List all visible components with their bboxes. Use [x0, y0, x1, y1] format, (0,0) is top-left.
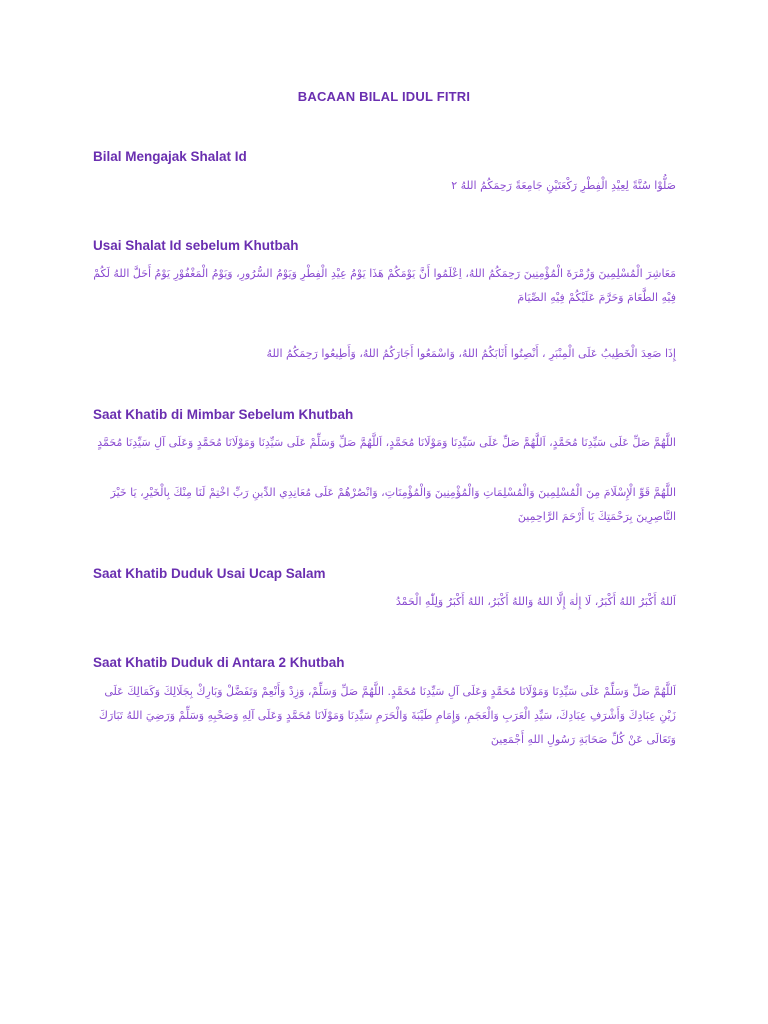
arabic-text-khatib-mimbar-1: اللَّهُمَّ صَلِّ عَلَى سَيِّدِنَا مُحَمَّدٍ، اَللَّهُمَّ صَلِّ عَلَى سَيِّدِنَا وَمَوْلَانَا مُحَمَّدٍ، اَللَّهُمَّ صَلِّ وَسَلِّمْ عَلَى سَيِّدِنَا وَمَوْلَانَا مُحَمَّدٍ وَعَلَى آلِ سَيِّدِنَا مُحَمَّدٍ — [97, 436, 676, 449]
arabic-text-usai-shalat-2: إِذَا صَعِدَ الْخَطِيبُ عَلَى الْمِنْبَرِ ، أَنْصِتُوا أَثَابَكُمُ اللهُ، وَاسْمَعُوا أَجَارَكُمُ اللهُ، وَأَطِيعُوا رَحِمَكُمُ اللهُ — [266, 347, 676, 360]
section-heading-khatib-duduk-salam: Saat Khatib Duduk Usai Ucap Salam — [93, 566, 326, 581]
arabic-text-bilal-mengajak: صَلُّوْا سُنَّةً لِعِيْدِ الْفِطْرِ رَكْعَتَيْنِ جَامِعَةً رَحِمَكُمُ اللهُ ٢ — [451, 179, 676, 192]
arabic-text-usai-shalat-1: مَعَاشِرَ الْمُسْلِمِينَ وَزُمْرَةَ الْمُؤْمِنِينَ رَحِمَكُمُ اللهُ، اِعْلَمُوا أَنَّ يَوْمَكُمْ هَذَا يَوْمُ عِيْدِ الْفِطْرِ وَيَوْمُ السُّرُورِ، وَيَوْمُ الْمَغْفُوْرِ يَوْمُ أَحَلَّ اللهُ لَكُمْ فِيْهِ الطَّعَامَ وَحَرَّمَ عَلَيْكُمْ فِيْهِ الصِّيَامَ — [93, 267, 676, 304]
section-heading-khatib-mimbar: Saat Khatib di Mimbar Sebelum Khutbah — [93, 407, 354, 422]
section-heading-antara-khutbah: Saat Khatib Duduk di Antara 2 Khutbah — [93, 655, 345, 670]
arabic-text-antara-khutbah: اَللَّهُمَّ صَلِّ وَسَلِّمْ عَلَى سَيِّدِنَا وَمَوْلَانَا مُحَمَّدٍ وَعَلَى آلِ سَيِّدِنَا مُحَمَّدٍ. اللَّهُمَّ صَلِّ وَسَلِّمْ، وَزِدْ وَأَنْعِمْ وَتَفَضَّلْ وَبَارِكْ بِجَلَالِكَ وَكَمَالِكَ عَلَى زَيْنِ عِبَادِكَ وَأَشْرَفِ عِبَادِكَ، سَيِّدِ الْعَرَبِ وَالْعَجَمِ، وَإِمَامِ طَيْبَةَ وَالْحَرَمِ سَيِّدِنَا وَمَوْلَانَا مُحَمَّدٍ وَعَلَى آلِهِ وَصَحْبِهِ وَسَلِّمْ وَرَضِيَ اللهُ تَبَارَكَ وَتَعَالَى عَنْ كُلِّ صَحَابَةِ رَسُولِ اللهِ أَجْمَعِينَ — [98, 685, 676, 746]
arabic-text-khatib-duduk-salam: اَللهُ أَكْبَرُ اللهُ أَكْبَرُ، لَا إِلٰهَ إِلَّا اللهُ وَاللهُ أَكْبَرُ، اللهُ أَكْبَرُ وَلِلّٰهِ الْحَمْدُ — [395, 595, 676, 608]
section-heading-bilal-mengajak: Bilal Mengajak Shalat Id — [93, 149, 247, 164]
arabic-text-khatib-mimbar-2: اللَّهُمَّ قَوِّ الْإِسْلَامَ مِنَ الْمُسْلِمِينَ وَالْمُسْلِمَاتِ وَالْمُؤْمِنِينَ وَالْمُؤْمِنَاتِ، وَانْصُرْهُمْ عَلَى مُعَانِدِي الدِّينِ رَبِّ اخْتِمْ لَنَا مِنْكَ بِالْخَيْرِ، يَا خَيْرَ النَّاصِرِينَ بِرَحْمَتِكَ يَا أَرْحَمَ الرَّاحِمِينَ — [110, 486, 676, 523]
document-title: BACAAN BILAL IDUL FITRI — [297, 89, 471, 104]
section-heading-usai-shalat: Usai Shalat Id sebelum Khutbah — [93, 238, 299, 253]
